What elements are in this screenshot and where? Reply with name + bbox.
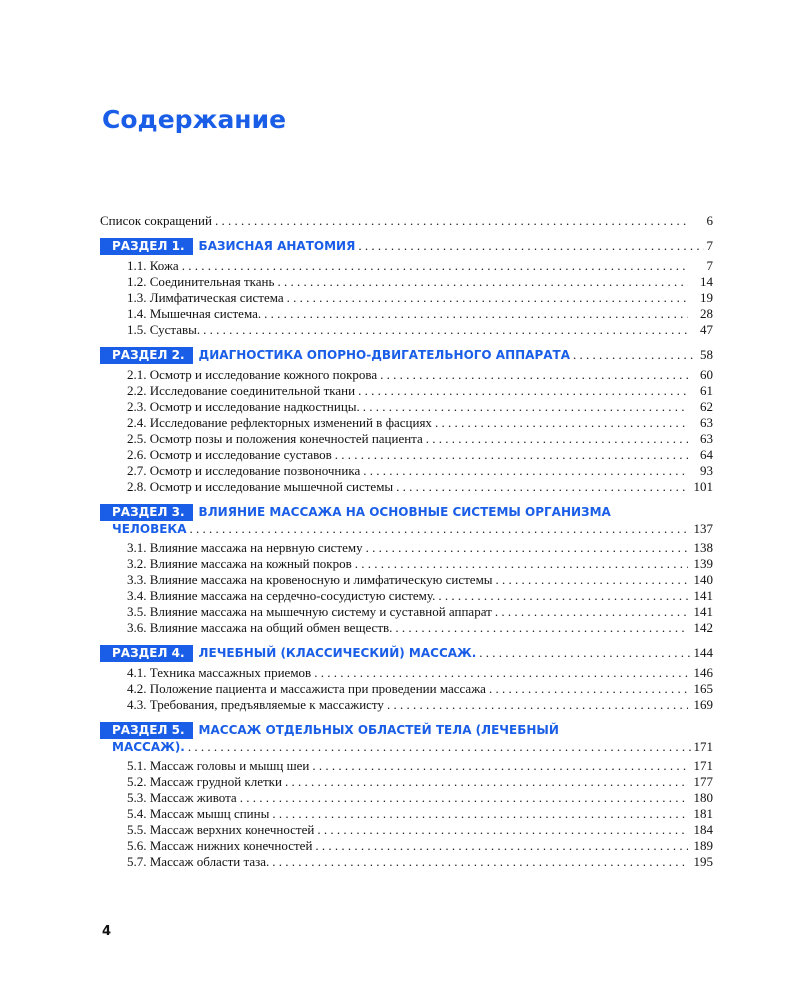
section-heading[interactable]: [100, 721, 713, 739]
toc-section-1: [100, 237, 713, 338]
dot-leader: [358, 383, 688, 399]
dot-leader: [496, 572, 688, 588]
toc-entry-label: 2.4. Исследование рефлекторных изменений в фасциях: [127, 415, 432, 430]
section-heading[interactable]: [100, 237, 713, 255]
toc-entry-page: 189: [693, 838, 713, 853]
toc-entry-page: 139: [693, 556, 713, 571]
toc-entry-page: 62: [700, 399, 713, 414]
section-title: ВЛИЯНИЕ МАССАЖА НА ОСНОВНЫЕ СИСТЕМЫ ОРГАНИЗМА: [198, 505, 611, 519]
toc-entry-page: 141: [693, 604, 713, 619]
dot-leader: [272, 854, 688, 870]
toc-entry-label: 5.6. Массаж нижних конечностей: [127, 838, 313, 853]
toc-entry[interactable]: [100, 758, 713, 774]
dot-leader: [190, 521, 691, 537]
section-badge: РАЗДЕЛ 4.: [100, 645, 193, 662]
toc-entry-page: 7: [706, 258, 713, 273]
toc-entry-label: 2.2. Исследование соединительной ткани: [127, 383, 356, 398]
toc-entry[interactable]: [100, 479, 713, 495]
toc-entry-label: 2.1. Осмотр и исследование кожного покрова: [127, 367, 378, 382]
dot-leader: [479, 644, 690, 662]
toc-entry-page: 140: [693, 572, 713, 587]
toc-entry-page: 138: [693, 540, 713, 555]
dot-leader: [182, 258, 688, 274]
toc-entry-page: 64: [700, 447, 713, 462]
toc-entry[interactable]: [100, 620, 713, 636]
dot-leader: [395, 620, 688, 636]
dot-leader: [358, 237, 703, 255]
toc-entry[interactable]: [100, 838, 713, 854]
dot-leader: [489, 681, 688, 697]
toc-entry[interactable]: [100, 681, 713, 697]
section-heading[interactable]: [100, 644, 713, 662]
dot-leader: [355, 556, 688, 572]
toc-entry[interactable]: [100, 274, 713, 290]
dot-leader: [363, 463, 688, 479]
toc-section-4: [100, 644, 713, 713]
toc-entry-page: 184: [693, 822, 713, 837]
dot-leader: [287, 290, 688, 306]
section-heading[interactable]: [100, 346, 713, 364]
dot-leader: [396, 479, 688, 495]
toc-section-2: [100, 346, 713, 495]
section-title: ДИАГНОСТИКА ОПОРНО-ДВИГАТЕЛЬНОГО АППАРАТА: [198, 348, 571, 362]
toc-entry-label: 1.1. Кожа: [127, 258, 179, 273]
toc-entry[interactable]: [100, 367, 713, 383]
toc-entry[interactable]: [100, 604, 713, 620]
section-page: 7: [706, 238, 713, 253]
dot-leader: [495, 604, 688, 620]
toc-entry[interactable]: [100, 774, 713, 790]
toc-entry-label: Список сокращений: [100, 213, 212, 228]
dot-leader: [264, 306, 688, 322]
toc-entry-page: 63: [700, 431, 713, 446]
toc-entry[interactable]: [100, 431, 713, 447]
dot-leader: [314, 665, 688, 681]
toc-entry[interactable]: [100, 854, 713, 870]
dot-leader: [366, 540, 688, 556]
section-badge: РАЗДЕЛ 1.: [100, 238, 193, 255]
toc-entry[interactable]: [100, 572, 713, 588]
section-page: 144: [693, 645, 713, 660]
toc-entry-label: 1.5. Суставы.: [127, 322, 201, 337]
dot-leader: [363, 399, 688, 415]
section-page: 58: [700, 347, 713, 362]
toc-entry-label: 5.4. Массаж мышц спины: [127, 806, 270, 821]
section-heading[interactable]: [100, 503, 713, 521]
toc-entry-label: 1.4. Мышечная система.: [127, 306, 262, 321]
toc-entry[interactable]: [100, 697, 713, 713]
toc-entry-page: 63: [700, 415, 713, 430]
dot-leader: [573, 346, 697, 364]
toc-entry-page: 19: [700, 290, 713, 305]
toc-entry-page: 146: [693, 665, 713, 680]
toc-entry-label: 5.1. Массаж головы и мышц шеи: [127, 758, 310, 773]
dot-leader: [240, 790, 688, 806]
toc-entry-label: 2.6. Осмотр и исследование суставов: [127, 447, 332, 462]
toc-entry[interactable]: [100, 540, 713, 556]
toc-entry-label: 3.1. Влияние массажа на нервную систему: [127, 540, 363, 555]
toc-entry[interactable]: [100, 556, 713, 572]
toc-entry-page: 195: [693, 854, 713, 869]
toc-entry-page: 177: [693, 774, 713, 789]
section-heading-continuation[interactable]: [112, 739, 713, 755]
dot-leader: [188, 739, 691, 755]
toc-section-3: [100, 503, 713, 636]
toc-entry-abbreviations[interactable]: [100, 213, 713, 229]
toc-entry-page: 171: [693, 758, 713, 773]
dot-leader: [438, 588, 688, 604]
toc-entry-page: 6: [706, 213, 713, 228]
toc-entry-label: 3.2. Влияние массажа на кожный покров: [127, 556, 352, 571]
toc-entry-page: 181: [693, 806, 713, 821]
dot-leader: [203, 322, 688, 338]
toc-entry-label: 3.5. Влияние массажа на мышечную систему и суставной аппарат: [127, 604, 492, 619]
page-title: Содержание: [102, 104, 287, 134]
dot-leader: [312, 758, 688, 774]
dot-leader: [215, 213, 688, 229]
toc-entry[interactable]: [100, 415, 713, 431]
toc-entry-label: 3.6. Влияние массажа на общий обмен веществ.: [127, 620, 393, 635]
section-title-continuation: МАССАЖ).: [112, 740, 185, 754]
page-number: 4: [102, 924, 112, 939]
toc-entry-label: 1.3. Лимфатическая система: [127, 290, 284, 305]
toc-entry-page: 165: [693, 681, 713, 696]
section-badge: РАЗДЕЛ 5.: [100, 722, 193, 739]
section-title: МАССАЖ ОТДЕЛЬНЫХ ОБЛАСТЕЙ ТЕЛА (ЛЕЧЕБНЫЙ: [198, 723, 559, 737]
toc-entry-label: 4.3. Требования, предъявляемые к массажисту: [127, 697, 384, 712]
toc-entry-page: 28: [700, 306, 713, 321]
section-heading-continuation[interactable]: [112, 521, 713, 537]
toc-entry[interactable]: [100, 588, 713, 604]
dot-leader: [426, 431, 688, 447]
toc-entry-label: 5.2. Массаж грудной клетки: [127, 774, 282, 789]
toc-entry-label: 4.2. Положение пациента и массажиста при проведении массажа: [127, 681, 486, 696]
section-title: БАЗИСНАЯ АНАТОМИЯ: [198, 239, 356, 253]
table-of-contents: [100, 213, 713, 870]
section-badge: РАЗДЕЛ 2.: [100, 347, 193, 364]
toc-entry-label: 2.8. Осмотр и исследование мышечной системы: [127, 479, 394, 494]
dot-leader: [435, 415, 688, 431]
toc-entry-label: 3.3. Влияние массажа на кровеносную и лимфатическую системы: [127, 572, 493, 587]
toc-entry-page: 14: [700, 274, 713, 289]
toc-entry[interactable]: [100, 822, 713, 838]
dot-leader: [277, 274, 688, 290]
dot-leader: [315, 838, 688, 854]
toc-entry[interactable]: [100, 399, 713, 415]
toc-entry-label: 1.2. Соединительная ткань: [127, 274, 275, 289]
section-title-continuation: ЧЕЛОВЕКА: [112, 522, 187, 536]
toc-entry-page: 169: [693, 697, 713, 712]
toc-entry-label: 5.7. Массаж области таза.: [127, 854, 270, 869]
toc-entry[interactable]: [100, 290, 713, 306]
dot-leader: [317, 822, 688, 838]
toc-entry-page: 180: [693, 790, 713, 805]
toc-entry-page: 47: [700, 322, 713, 337]
section-badge: РАЗДЕЛ 3.: [100, 504, 193, 521]
toc-entry-label: 2.7. Осмотр и исследование позвоночника: [127, 463, 361, 478]
toc-entry[interactable]: [100, 447, 713, 463]
toc-entry[interactable]: [100, 258, 713, 274]
toc-entry[interactable]: [100, 665, 713, 681]
toc-entry[interactable]: [100, 306, 713, 322]
toc-entry-page: 101: [693, 479, 713, 494]
dot-leader: [380, 367, 688, 383]
toc-entry-page: 142: [693, 620, 713, 635]
toc-entry[interactable]: [100, 463, 713, 479]
toc-entry[interactable]: [100, 806, 713, 822]
toc-entry[interactable]: [100, 790, 713, 806]
toc-entry[interactable]: [100, 322, 713, 338]
toc-entry-label: 5.3. Массаж живота: [127, 790, 237, 805]
toc-entry-label: 3.4. Влияние массажа на сердечно-сосудистую систему.: [127, 588, 436, 603]
dot-leader: [285, 774, 688, 790]
toc-entry-page: 93: [700, 463, 713, 478]
toc-entry-page: 60: [700, 367, 713, 382]
toc-section-5: [100, 721, 713, 870]
dot-leader: [335, 447, 688, 463]
toc-entry[interactable]: [100, 383, 713, 399]
toc-entry-page: 141: [693, 588, 713, 603]
dot-leader: [272, 806, 688, 822]
section-page: 171: [693, 739, 713, 754]
section-title: ЛЕЧЕБНЫЙ (КЛАССИЧЕСКИЙ) МАССАЖ.: [198, 646, 477, 660]
toc-entry-label: 2.3. Осмотр и исследование надкостницы.: [127, 399, 360, 414]
section-page: 137: [693, 521, 713, 536]
toc-entry-page: 61: [700, 383, 713, 398]
dot-leader: [387, 697, 688, 713]
toc-entry-label: 2.5. Осмотр позы и положения конечностей пациента: [127, 431, 423, 446]
toc-entry-label: 4.1. Техника массажных приемов: [127, 665, 312, 680]
toc-entry-label: 5.5. Массаж верхних конечностей: [127, 822, 315, 837]
